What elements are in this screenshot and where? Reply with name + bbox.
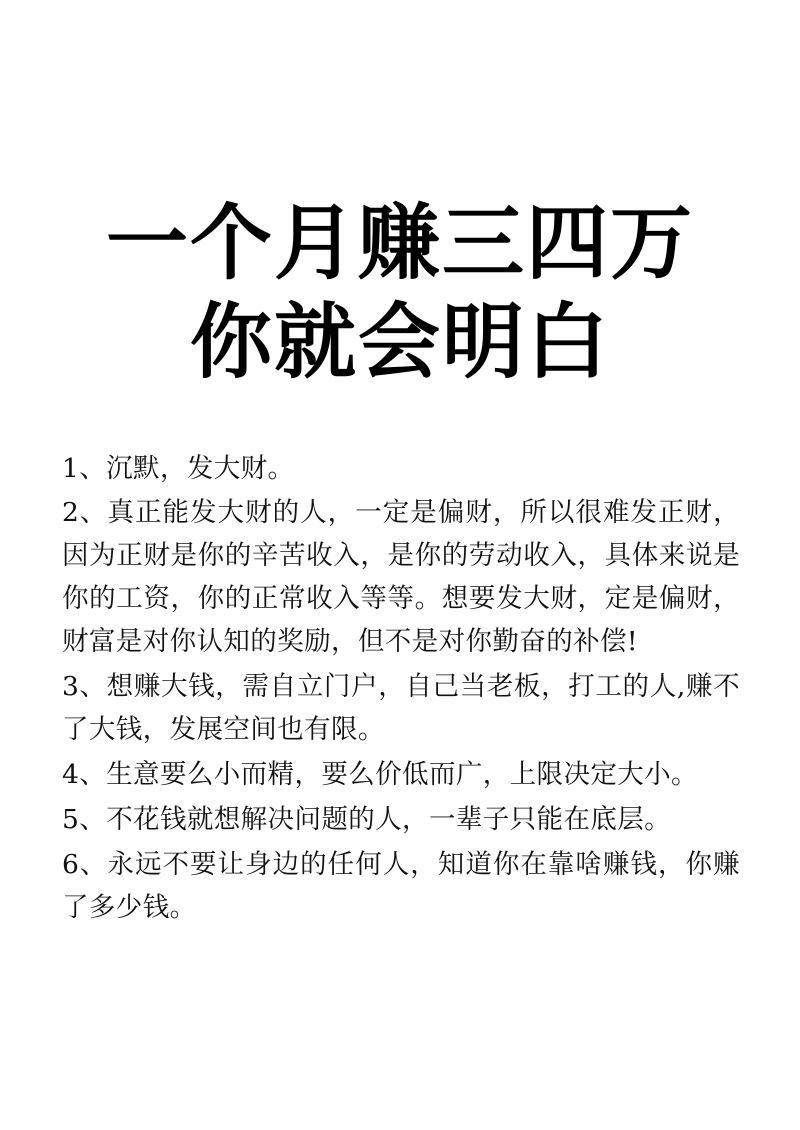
title-line-1: 一个月赚三四万 [105,196,694,291]
body-paragraph: 4、生意要么小而精，要么价低而广，上限决定大小。 [62,758,698,790]
body-paragraph: 2、真正能发大财的人，一定是偏财，所以很难发正财，因为正财是你的辛苦收入，是你的劳动收入，具体来说是你的工资，你的正常收入等等。想要发大财，定是偏财，财富是对你认知的奖励，但不是对你勤奋的补偿! [62,497,740,658]
body-paragraph: 1、沉默，发大财。 [62,452,295,484]
poster-title [0,0,800,392]
body-paragraph: 5、不花钱就想解决问题的人，一辈子只能在底层。 [62,803,672,835]
body-paragraph: 6、永远不要让身边的任何人，知道你在靠啥赚钱，你赚了多少钱。 [62,848,740,923]
title-line-2: 你就会明白 [189,294,610,390]
poster-body [62,448,740,930]
body-paragraph: 3、想赚大钱，需自立门户，自己当老板，打工的人,赚不了大钱，发展空间也有限。 [62,671,740,746]
